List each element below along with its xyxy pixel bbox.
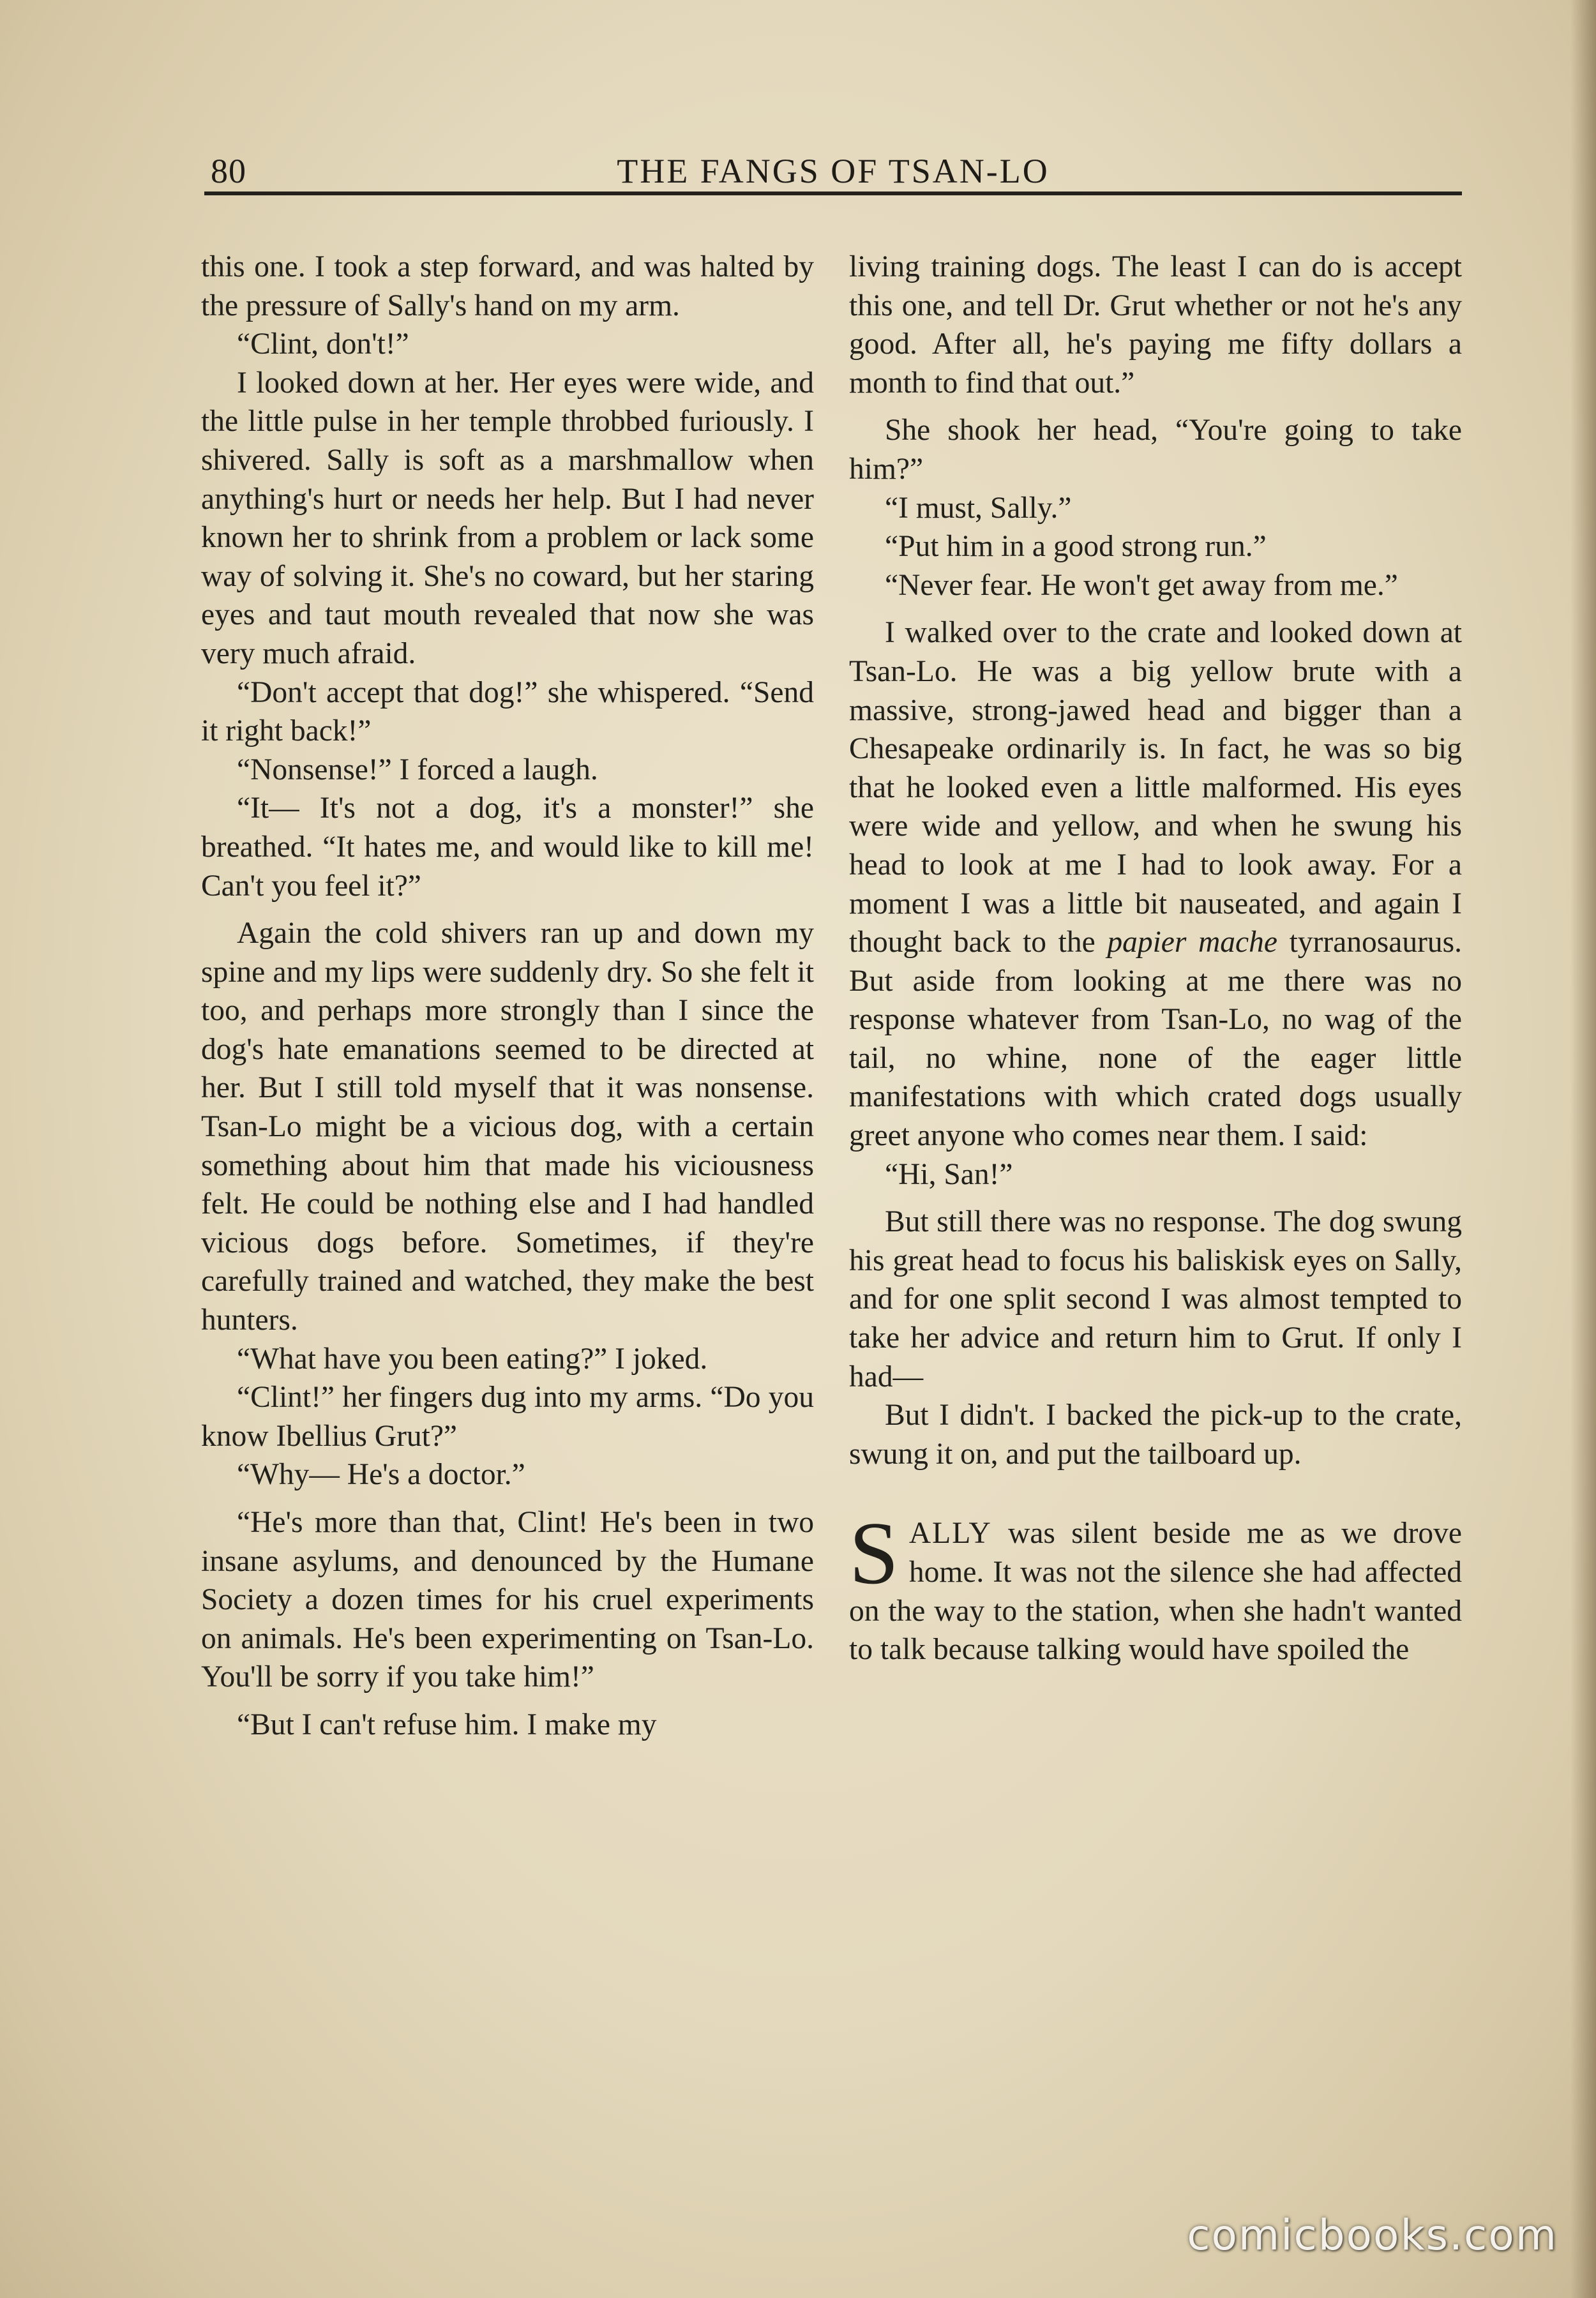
- paragraph: “Hi, San!”: [885, 1157, 1013, 1191]
- paragraph: “Nonsense!” I forced a laugh.: [237, 753, 598, 786]
- paragraph: But still there was no response. The dog swung his great head to focus his baliskisk eyes on Sally, and for one split second I was almost tempted to take her advice and return him to Grut. If only I had—: [849, 1205, 1462, 1393]
- paragraph: “I must, Sally.”: [885, 491, 1072, 525]
- page-edge-shadow: [1570, 0, 1596, 2298]
- small-caps-word: ALLY: [908, 1517, 992, 1551]
- paragraph: “But I can't refuse him. I make my: [237, 1708, 657, 1741]
- paragraph: She shook her head, “You're going to take him?”: [849, 414, 1462, 486]
- italic-phrase: papier mache: [1107, 926, 1277, 959]
- paragraph: “What have you been eating?” I joked.: [237, 1342, 708, 1376]
- page-number: 80: [211, 152, 246, 190]
- text-run: tyrranosaurus. But aside from looking at me there was no response whatever from Tsan-Lo, no wag of the tail, no whine, none of the eager little manifestations with which crated dogs usually greet anyone who comes near them. I said:: [849, 926, 1463, 1153]
- text-run: I walked over to the crate and looked down at Tsan-Lo. He was a big yellow brute with a massive, strong-jawed head and bigger than a Chesapeake ordinarily is. In fact, he was so big that he looked even a little malformed. His eyes were wide and yellow, and when he swung his head to look at me I had to look away. For a moment I was a little bit nauseated, and again I thought back to the: [849, 616, 1462, 959]
- running-title: THE FANGS OF TSAN-LO: [617, 152, 1050, 190]
- paragraph: But I didn't. I backed the pick-up to the crate, swung it on, and put the tailboard up.: [849, 1399, 1462, 1471]
- text-run: was silent beside me as we drove home. It was not the silence she had affected on the way to the station, when she hadn't wanted to talk because talking would have spoiled the: [849, 1517, 1462, 1667]
- header-rule: [204, 192, 1462, 195]
- drop-cap: S: [849, 1504, 899, 1603]
- paragraph: living training dogs. The least I can do is accept this one, and tell Dr. Grut whether or not he's any good. After all, he's paying me fifty dollars a month to find that out.”: [849, 250, 1462, 400]
- paragraph: “Don't accept that dog!” she whispered. “Send it right back!”: [201, 675, 814, 748]
- paragraph: this one. I took a step forward, and was halted by the pressure of Sally's hand on my arm.: [201, 250, 814, 322]
- section-start-paragraph: [849, 1504, 1462, 1669]
- paragraph: Again the cold shivers ran up and down my spine and my lips were suddenly dry. So she felt it too, and perhaps more strongly than I since the dog's hate emanations seemed to be directed at her. But I still told myself that it was nonsense. Tsan-Lo might be a vicious dog, with a certain something about him that made his viciousness felt. He could be nothing else and I had handled vicious dogs before. Sometimes, if they're carefully trained and watched, they make the best hunters.: [201, 917, 814, 1337]
- left-column: [201, 248, 814, 1745]
- paragraph: “Put him in a good strong run.”: [885, 530, 1267, 564]
- paragraph: “He's more than that, Clint! He's been in two insane asylums, and denounced by the Humane Society a dozen times for his cruel experiments on animals. He's been experimenting on Tsan-Lo. You'll be sorry if you take him!”: [201, 1506, 814, 1694]
- paragraph: “Why— He's a doctor.”: [237, 1458, 525, 1492]
- paragraph: “Clint!” her fingers dug into my arms. “Do you know Ibellius Grut?”: [201, 1381, 814, 1453]
- paragraph: “It— It's not a dog, it's a monster!” she breathed. “It hates me, and would like to kill me! Can't you feel it?”: [201, 792, 814, 903]
- paragraph: [849, 613, 1462, 1155]
- watermark: comicbooks.com: [1187, 2211, 1558, 2260]
- right-column: [849, 248, 1462, 1669]
- paragraph: “Never fear. He won't get away from me.”: [885, 568, 1398, 602]
- paragraph: I looked down at her. Her eyes were wide, and the little pulse in her temple throbbed furiously. I shivered. Sally is soft as a marshmallow when anything's hurt or needs her help. But I had never known her to shrink from a problem or lack some way of solving it. She's no coward, but her staring eyes and taut mouth revealed that now she was very much afraid.: [201, 366, 814, 670]
- paragraph: “Clint, don't!”: [237, 327, 409, 361]
